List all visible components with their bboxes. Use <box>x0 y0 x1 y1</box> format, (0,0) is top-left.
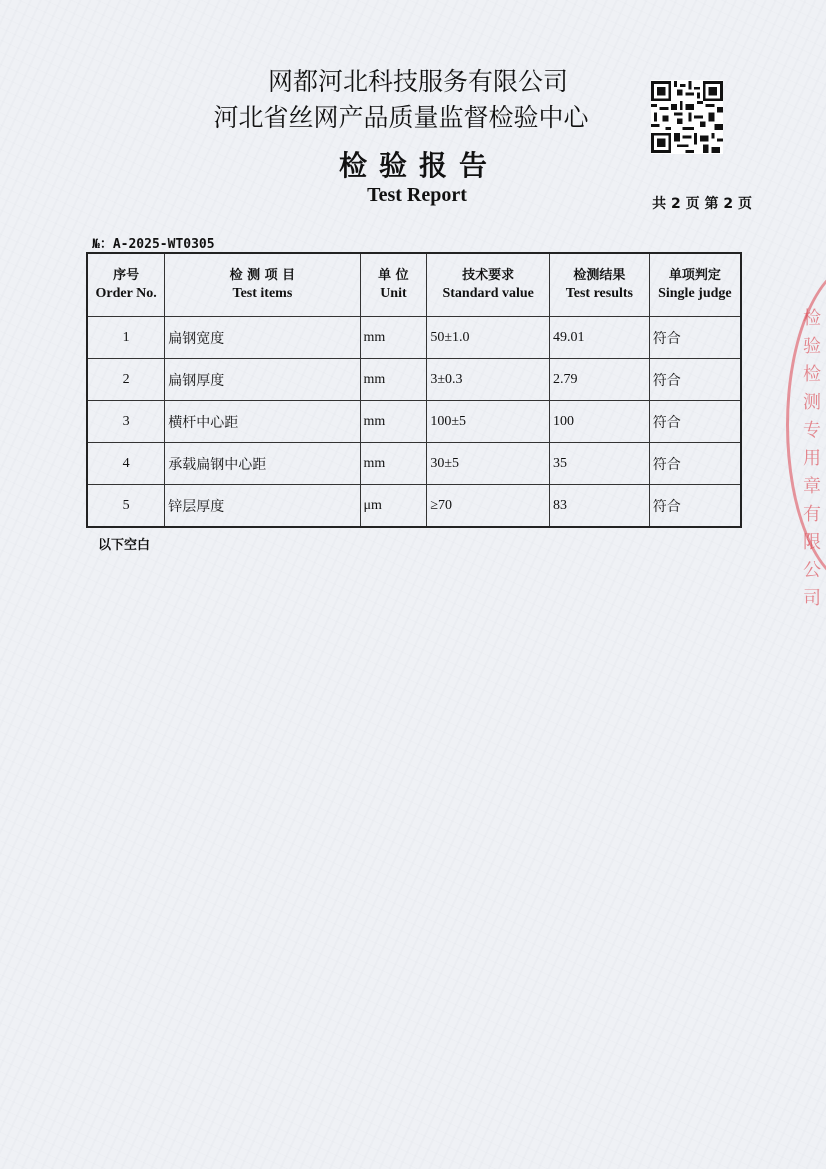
cell-standard-value: 3±0.3 <box>427 359 550 401</box>
table-header-row <box>87 253 741 317</box>
cell-unit: mm <box>360 359 427 401</box>
cell-standard-value: 50±1.0 <box>427 317 550 359</box>
report-title-cn: 检验报告 <box>338 149 499 182</box>
column-header-standard-value: 技术要求 Standard value <box>427 253 550 317</box>
cell-test-item: 扁钢宽度 <box>165 317 360 359</box>
table-row <box>87 359 741 401</box>
page-info: 共 2 页 第 2 页 <box>652 196 752 212</box>
cell-unit: mm <box>360 443 427 485</box>
org-name-line1: 网都河北科技服务有限公司 <box>267 67 568 96</box>
cell-order-no: 5 <box>87 485 165 528</box>
cell-test-result: 100 <box>550 401 650 443</box>
cell-standard-value: 100±5 <box>427 401 550 443</box>
cell-order-no: 3 <box>87 401 165 443</box>
cell-test-result: 35 <box>550 443 650 485</box>
cell-order-no: 2 <box>87 359 165 401</box>
report-title-en: Test Report <box>367 184 467 206</box>
cell-test-result: 2.79 <box>550 359 650 401</box>
cell-standard-value: 30±5 <box>427 443 550 485</box>
cell-test-result: 49.01 <box>550 317 650 359</box>
cell-test-result: 83 <box>550 485 650 528</box>
qr-code-icon <box>651 80 723 154</box>
cell-judge: 符合 <box>649 401 741 443</box>
cell-test-item: 承载扁钢中心距 <box>165 443 360 485</box>
cell-test-item: 扁钢厚度 <box>165 359 360 401</box>
table-row <box>87 485 741 528</box>
cell-test-item: 横杆中心距 <box>165 401 360 443</box>
blank-below-note: 以下空白 <box>98 538 151 553</box>
column-header-single-judge: 单项判定 Single judge <box>649 253 741 317</box>
cell-judge: 符合 <box>649 317 741 359</box>
cell-order-no: 4 <box>87 443 165 485</box>
table-row <box>87 317 741 359</box>
cell-unit: mm <box>360 401 427 443</box>
cell-judge: 符合 <box>649 443 741 485</box>
cell-unit: μm <box>360 485 427 528</box>
column-header-test-items: 检 测 项 目 Test items <box>165 253 360 317</box>
org-name-line2: 河北省丝网产品质量监督检验中心 <box>213 103 589 132</box>
table-row <box>87 401 741 443</box>
test-results-table <box>86 252 742 528</box>
report-number: №：A-2025-WT0305 <box>92 237 215 252</box>
table-row <box>87 443 741 485</box>
official-seal <box>786 262 826 609</box>
column-header-unit: 单 位 Unit <box>360 253 427 317</box>
cell-test-item: 锌层厚度 <box>165 485 360 528</box>
column-header-test-results: 检测结果 Test results <box>550 253 650 317</box>
cell-unit: mm <box>360 317 427 359</box>
cell-order-no: 1 <box>87 317 165 359</box>
cell-standard-value: ≥70 <box>427 485 550 528</box>
seal-text: 检验检测专用章有限公司 <box>803 308 821 609</box>
column-header-order-no: 序号 Order No. <box>87 253 165 317</box>
cell-judge: 符合 <box>649 485 741 528</box>
cell-judge: 符合 <box>649 359 741 401</box>
